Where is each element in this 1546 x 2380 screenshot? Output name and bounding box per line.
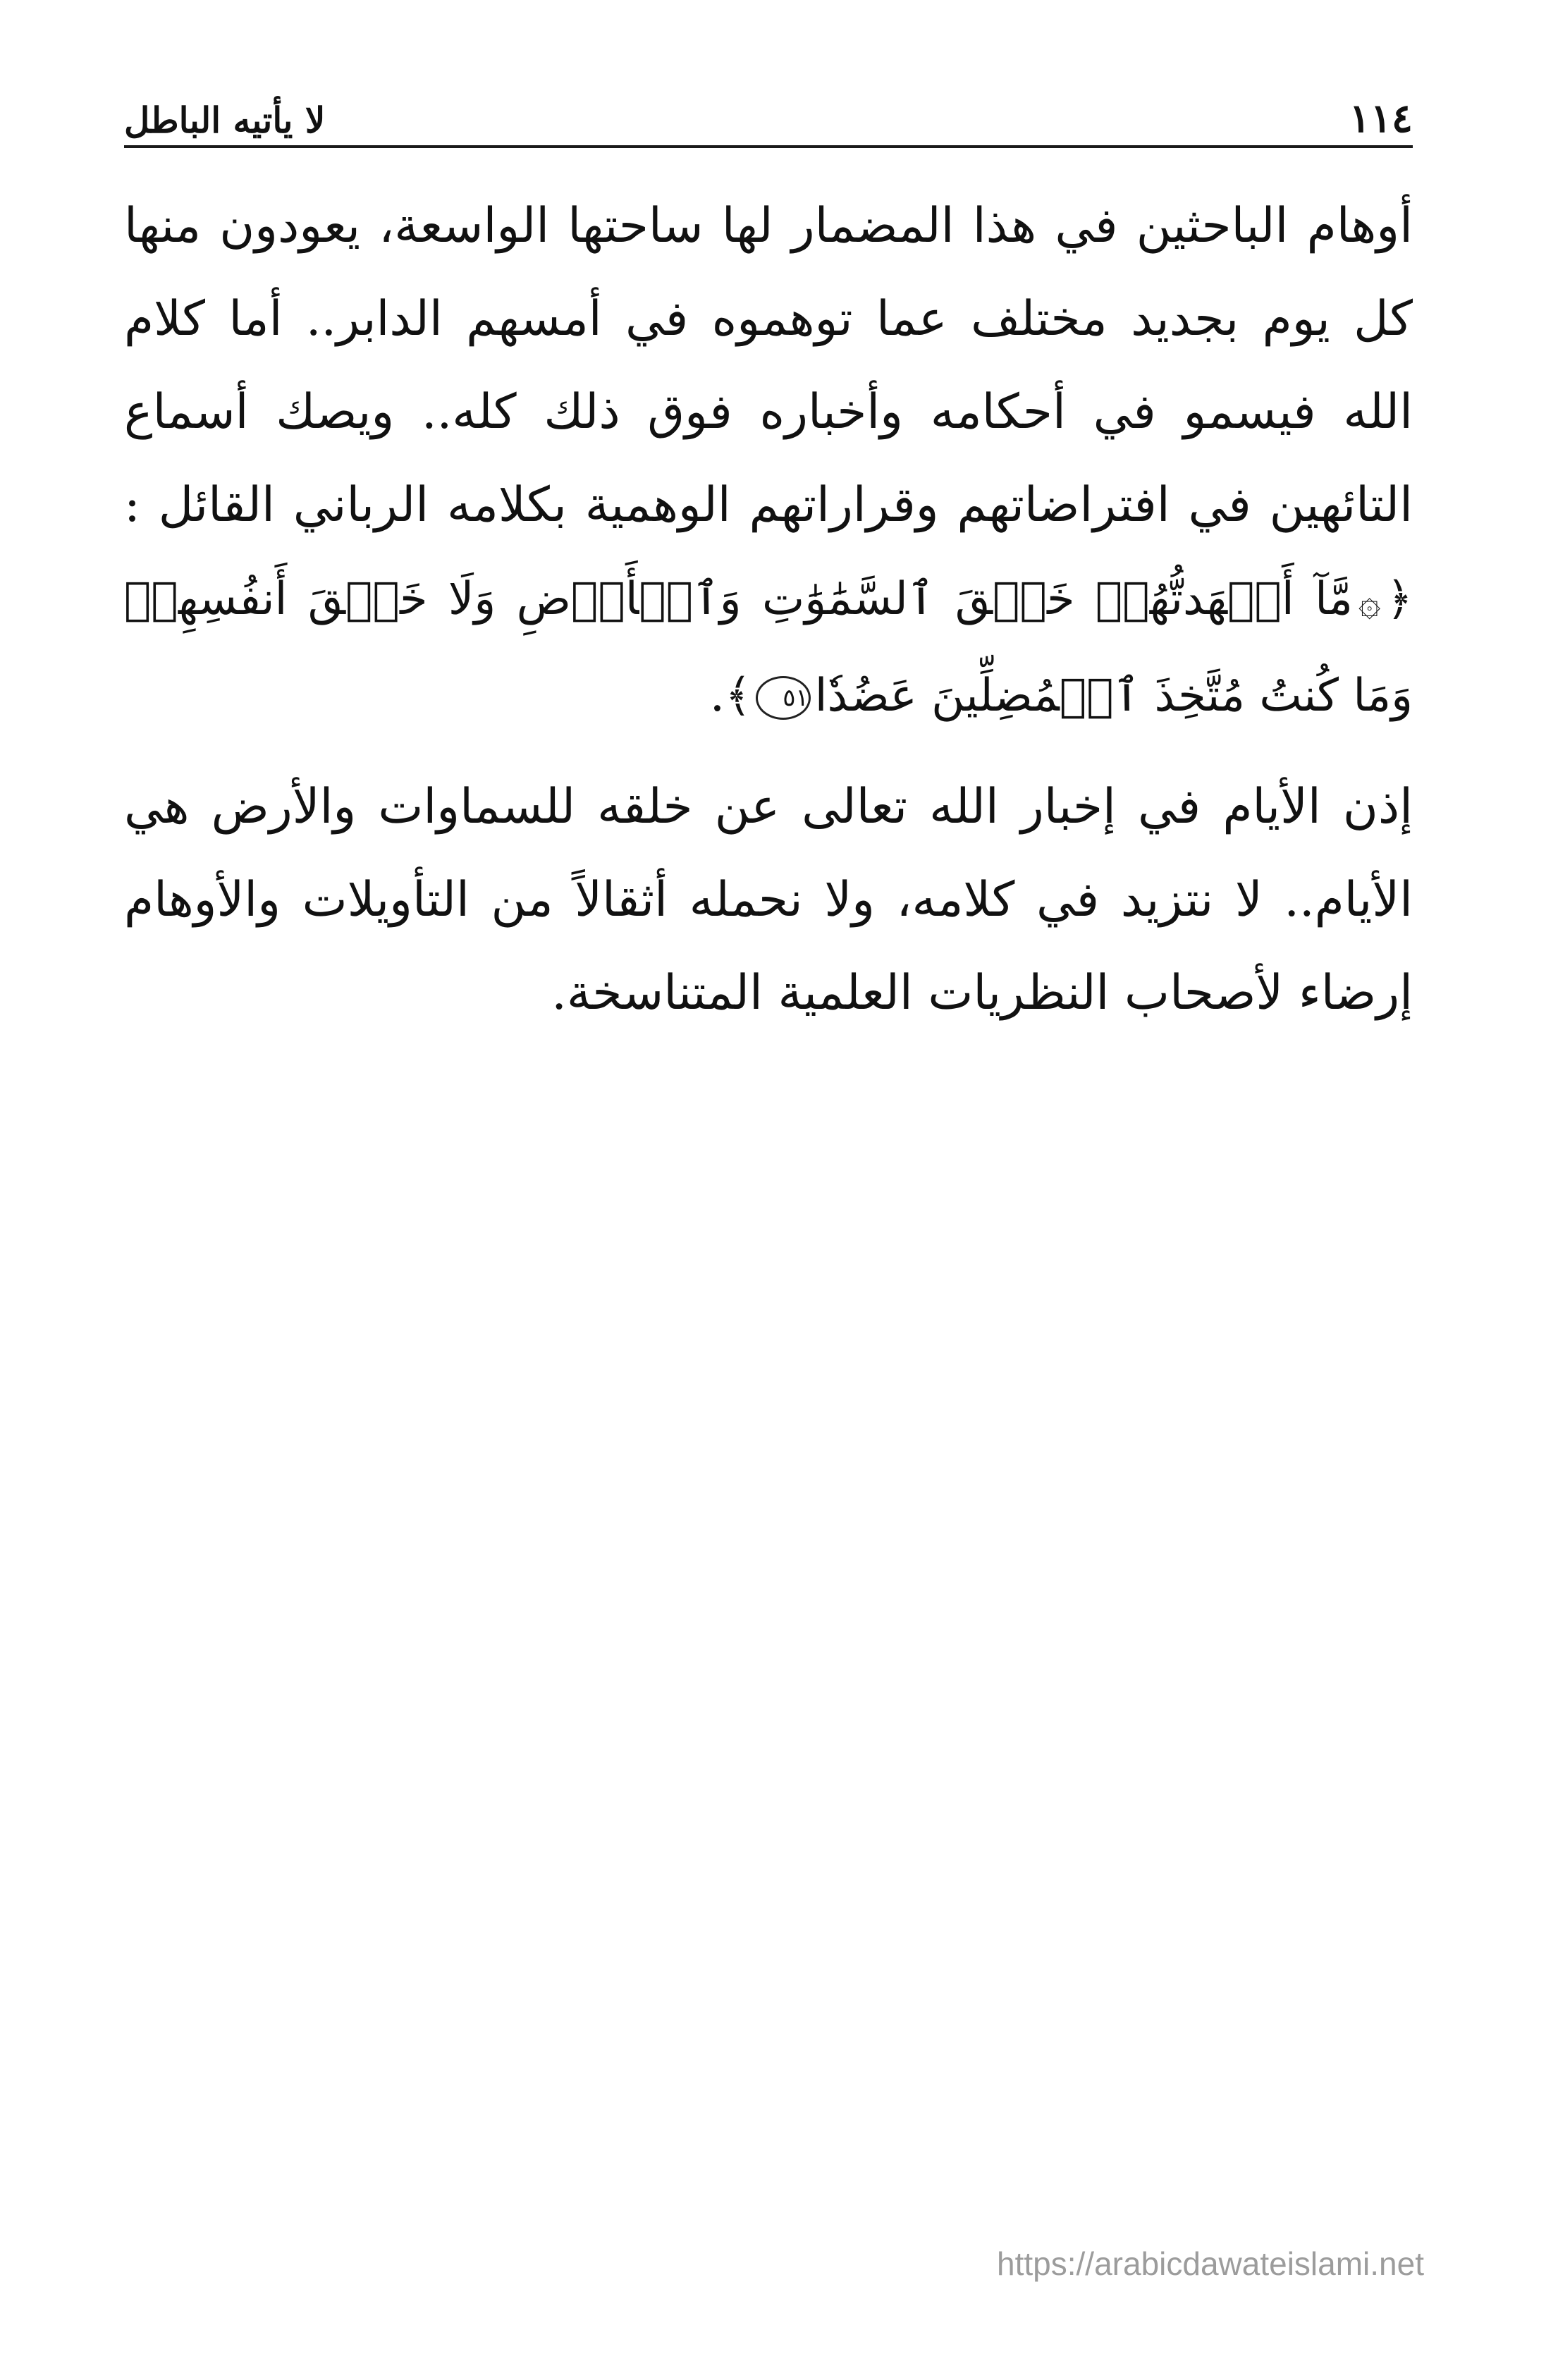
quran-quote: مَّآ أَشۡهَدتُّهُمۡ خَلۡقَ ٱلسَّمَٰوَٰتِ وَٱلۡأَرۡضِ وَلَا خَلۡقَ أَنفُسِهِمۡ وَمَا كُنتُ مُتَّخِذَ ٱلۡمُضِلِّينَ عَضُدٗا (124, 573, 1413, 722)
watermark-url: https://arabicdawateislami.net (997, 2245, 1424, 2282)
running-title: لا يأتيه الباطل (124, 99, 326, 141)
paragraph-2: إذن الأيام في إخبار الله تعالى عن خلقه للسماوات والأرض هي الأيام.. لا نتزيد في كلامه، ولا نحمله أثقالاً من التأويلات والأوهام إرضاء لأصحاب النظريات العلمية المتناسخة. (124, 778, 1413, 1021)
paragraph-1 (124, 180, 1413, 742)
quran-close-bracket: ﴾ (725, 669, 751, 722)
page-header (124, 83, 1413, 144)
quote-end-punctuation: . (709, 666, 725, 723)
quran-open-bracket: ﴿ (1386, 573, 1413, 625)
paragraph-1-text: أوهام الباحثين في هذا المضمار لها ساحتها الواسعة، يعودون منها كل يوم بجديد مختلف عما توهموه في أمسهم الدابر.. أما كلام الله فيسمو في أحكامه وأخباره فوق ذلك كله.. ويصك أسماع التائهين في افتراضاتهم وقراراتهم الوهمية بكلامه الرباني القائل : (124, 198, 1413, 533)
verse-number-badge: ٥١ (756, 676, 811, 720)
hizb-ornament-icon: ۞ (1358, 579, 1381, 624)
body-text (124, 180, 1413, 1040)
header-divider (124, 145, 1413, 148)
page-number: ١١٤ (1349, 95, 1413, 142)
